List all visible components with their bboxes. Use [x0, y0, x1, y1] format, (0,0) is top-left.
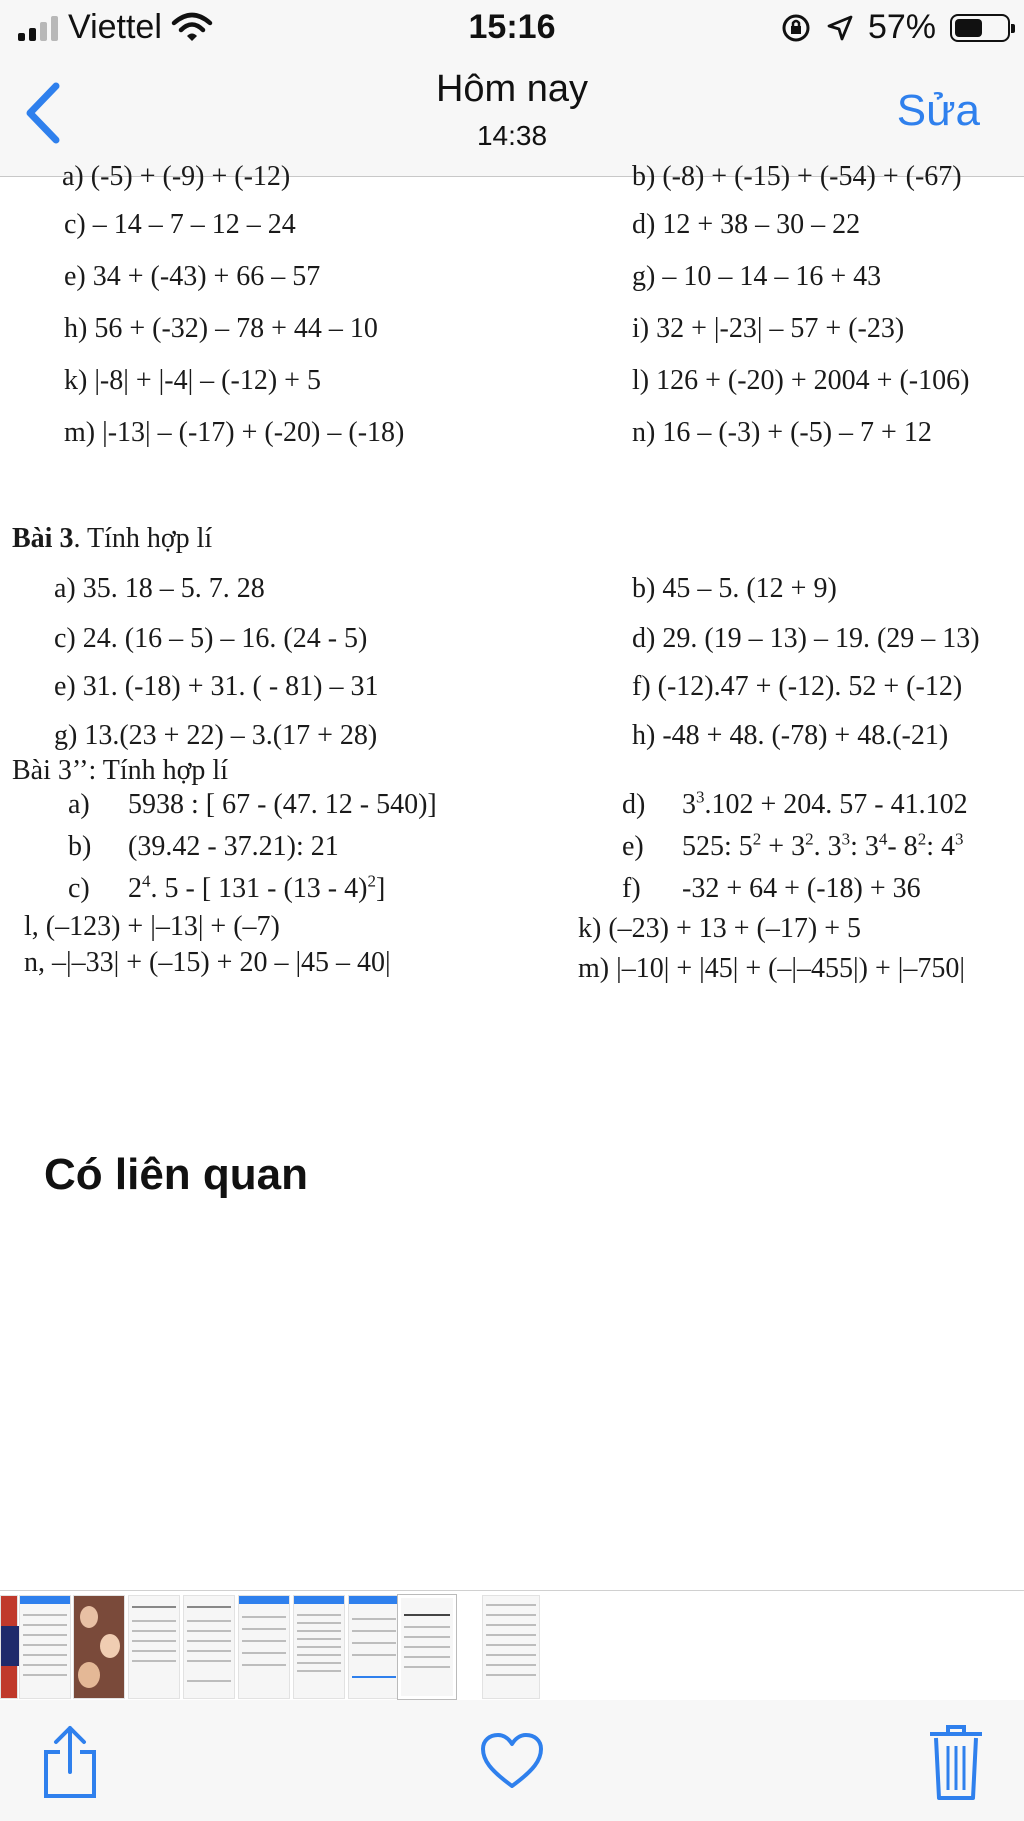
- exercise-label: f): [622, 873, 641, 904]
- exercise-item: l, (–123) + |–13| + (–7): [24, 911, 280, 942]
- exercise-label: a): [68, 789, 90, 820]
- exercise-item: i) 32 + |-23| – 57 + (-23): [632, 313, 905, 344]
- exercise-item: g) 13.(23 + 22) – 3.(17 + 28): [54, 720, 378, 751]
- exercise-item: e) 31. (-18) + 31. ( - 81) – 31: [54, 671, 379, 702]
- battery-percent: 57%: [867, 8, 936, 46]
- share-icon[interactable]: [40, 1722, 100, 1802]
- exercise-item: $2^4$. 5 - [ 131 - (13 - 4)$^2$]: [128, 871, 386, 904]
- exercise-item: (39.42 - 37.21): 21: [128, 831, 339, 862]
- photo-view[interactable]: [0, 161, 1024, 1000]
- section-heading: Bài 3. Tính hợp lí: [12, 523, 213, 554]
- trash-icon[interactable]: [928, 1722, 984, 1802]
- exercise-item: l) 126 + (-20) + 2004 + (-106): [632, 365, 970, 396]
- bottom-toolbar: [0, 1700, 1024, 1821]
- exercise-item: g) – 10 – 14 – 16 + 43: [632, 261, 882, 292]
- exercise-item: d) 29. (19 – 13) – 19. (29 – 13): [632, 623, 980, 654]
- thumbnail-strip[interactable]: [0, 1590, 1024, 1701]
- exercise-item: k) |-8| + |-4| – (-12) + 5: [64, 365, 321, 396]
- nav-subtitle: 14:38: [476, 120, 548, 151]
- exercise-item: n, –|–33| + (–15) + 20 – |45 – 40|: [24, 947, 391, 978]
- thumbnail[interactable]: [482, 1595, 540, 1699]
- edit-button[interactable]: Sửa: [896, 86, 980, 135]
- cut-off-line: b) (-8) + (-15) + (-54) + (-67): [632, 161, 962, 192]
- exercise-item: f) (-12).47 + (-12). 52 + (-12): [632, 671, 963, 702]
- exercise-item: 525: $5^2 + 3^2$. $3^3$: $3^4-$ $8^2$: $4^3$: [682, 829, 964, 862]
- exercise-item: $3^3.102 + 204$. 57 - 41.102: [682, 787, 968, 820]
- cut-off-line: a) (-5) + (-9) + (-12): [62, 161, 291, 192]
- exercise-item: e) 34 + (-43) + 66 – 57: [64, 261, 321, 292]
- exercise-item: d) 12 + 38 – 30 – 22: [632, 209, 861, 240]
- exercise-item: c) 24. (16 – 5) – 16. (24 - 5): [54, 623, 368, 654]
- thumbnail[interactable]: [293, 1595, 345, 1699]
- exercise-item: m) |-13| – (-17) + (-20) – (-18): [64, 417, 405, 448]
- related-section: [0, 1000, 1024, 1590]
- exercise-label: c): [68, 873, 90, 904]
- section-heading: Bài 3’’: Tính hợp lí: [12, 755, 228, 786]
- carrier-label: Viettel: [68, 8, 162, 46]
- nav-bar: [0, 56, 1024, 177]
- exercise-item: -32 + 64 + (-18) + 36: [682, 873, 921, 904]
- exercise-item: h) 56 + (-32) – 78 + 44 – 10: [64, 313, 378, 344]
- exercise-item: k) (–23) + 13 + (–17) + 5: [578, 913, 861, 944]
- thumbnail[interactable]: [128, 1595, 180, 1699]
- nav-title: Hôm nay: [435, 68, 589, 110]
- clock: 15:16: [468, 8, 556, 46]
- status-bar: [0, 0, 1024, 56]
- related-title: Có liên quan: [44, 1150, 308, 1199]
- rotation-lock-icon: [780, 12, 812, 44]
- thumbnail-selected[interactable]: [398, 1595, 456, 1699]
- thumbnail[interactable]: [238, 1595, 290, 1699]
- thumbnail[interactable]: [183, 1595, 235, 1699]
- thumbnail[interactable]: [19, 1595, 71, 1699]
- exercise-item: b) 45 – 5. (12 + 9): [632, 573, 837, 604]
- exercise-label: e): [622, 831, 644, 862]
- exercise-label: b): [68, 831, 92, 862]
- exercise-item: c) – 14 – 7 – 12 – 24: [64, 209, 296, 240]
- exercise-item: n) 16 – (-3) + (-5) – 7 + 12: [632, 417, 932, 448]
- exercise-item: a) 35. 18 – 5. 7. 28: [54, 573, 265, 604]
- thumbnail[interactable]: [73, 1595, 125, 1699]
- thumbnail[interactable]: [0, 1595, 18, 1699]
- exercise-label: d): [622, 789, 646, 820]
- thumbnail[interactable]: [348, 1595, 400, 1699]
- battery-icon: [950, 14, 1010, 42]
- heart-icon[interactable]: [480, 1732, 544, 1790]
- exercise-item: 5938 : [ 67 - (47. 12 - 540)]: [128, 789, 437, 820]
- location-icon: [826, 14, 854, 42]
- exercise-item: m) |–10| + |45| + (–|–455|) + |–750|: [578, 953, 965, 984]
- exercise-item: h) -48 + 48. (-78) + 48.(-21): [632, 720, 949, 751]
